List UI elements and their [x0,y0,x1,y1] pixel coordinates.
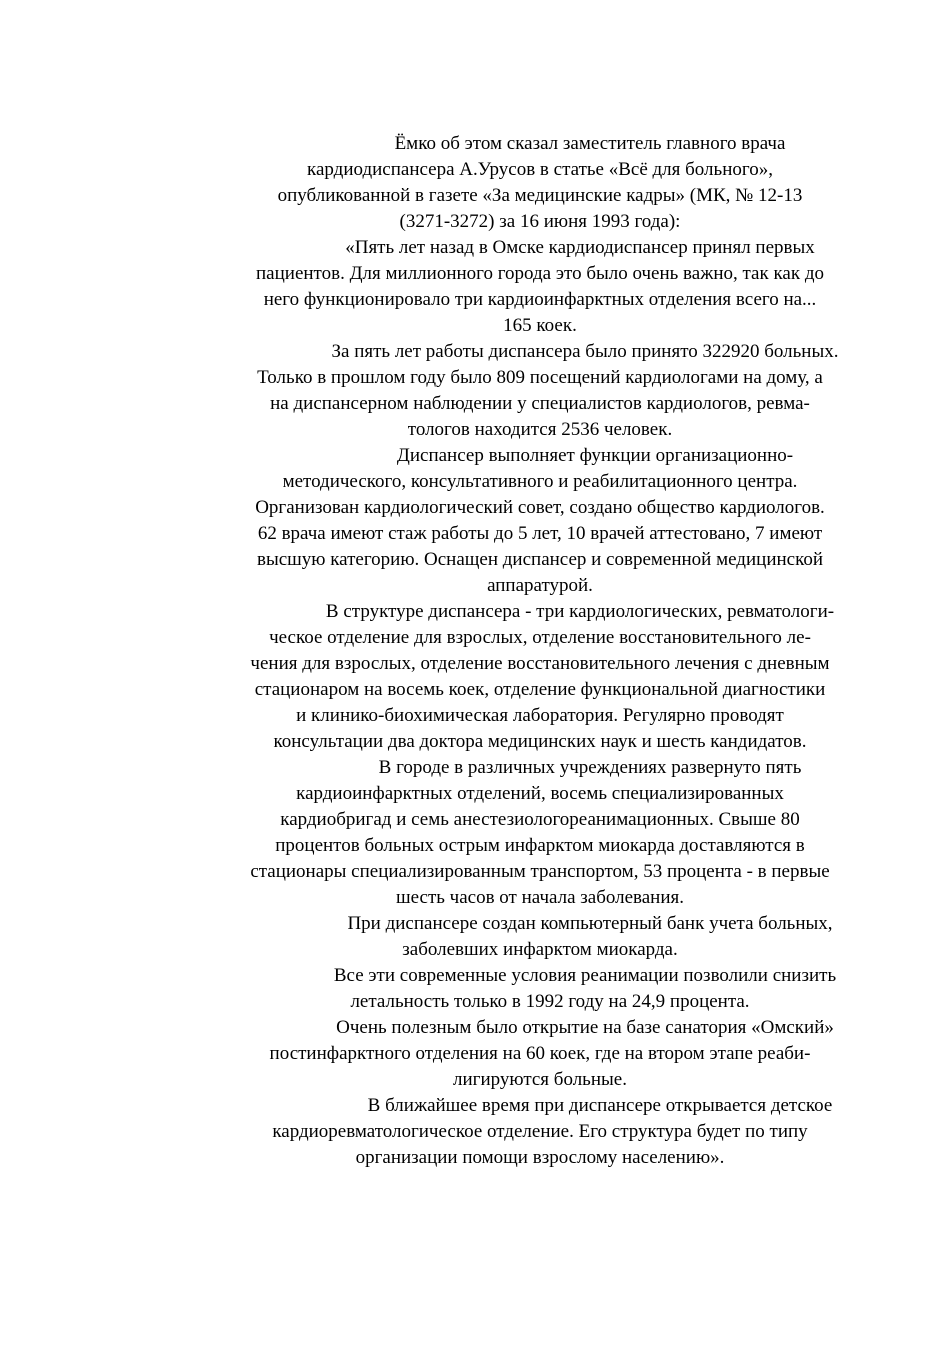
text-line: Очень полезным было открытие на базе санатория «Омский» [336,1017,834,1038]
text-line: ческое отделение для взрослых, отделение восстановительного ле- [269,627,811,648]
text-line: высшую категорию. Оснащен диспансер и современной медицинской [256,549,824,570]
text-line: стационары специализированным транспортом, 53 процента - в первые [250,861,830,882]
text-line: Организован кардиологический совет, создано общество кардиологов. [255,497,825,518]
text-line: опубликованной в газете «За медицинские кадры» (МК, № 12-13 [277,185,803,206]
text-line: кардиодиспансера А.Урусов в статье «Всё для больного», [307,159,773,180]
text-line: В ближайшее время при диспансере открывается детское [367,1095,833,1116]
text-line: В городе в различных учреждениях развернуто пять [378,757,802,778]
text-line: 165 коек. [503,315,577,336]
text-line: на диспансерном наблюдении у специалистов кардиологов, ревма- [270,393,810,414]
text-line: Ёмко об этом сказал заместитель главного врача [394,133,786,154]
text-line: заболевших инфарктом миокарда. [402,939,678,960]
text-line: постинфарктного отделения на 60 коек, где на втором этапе реаби- [269,1043,811,1064]
text-line: 62 врача имеют стаж работы до 5 лет, 10 врачей аттестовано, 7 имеют [257,523,823,544]
text-line: кардиоревматологическое отделение. Его структура будет по типу [272,1121,808,1142]
text-line: консультации два доктора медицинских наук и шесть кандидатов. [273,731,807,752]
text-line: Все эти современные условия реанимации позволили снизить [333,965,837,986]
text-line: шесть часов от начала заболевания. [395,887,685,908]
text-line: (3271-3272) за 16 июня 1993 года): [399,211,681,232]
text-line: Только в прошлом году было 809 посещений кардиологами на дому, а [257,367,823,388]
text-line: тологов находится 2536 человек. [407,419,673,440]
text-line: кардиоинфарктных отделений, восемь специализированных [296,783,784,804]
text-line: и клинико-биохимическая лаборатория. Регулярно проводят [296,705,784,726]
text-line: летальность только в 1992 году на 24,9 процента. [350,991,750,1012]
text-line: лигируются больные. [453,1069,627,1090]
text-line: него функционировало три кардиоинфарктных отделения всего на... [263,289,817,310]
text-line: аппаратурой. [487,575,593,596]
text-line: В структуре диспансера - три кардиологических, ревматологи- [325,601,835,622]
text-line: кардиобригад и семь анестезиологореанимационных. Свыше 80 [280,809,800,830]
text-line: пациентов. Для миллионного города это было очень важно, так как до [256,263,824,284]
text-line: чения для взрослых, отделение восстановительного лечения с дневным [250,653,830,674]
text-line: Диспансер выполняет функции организационно- [396,445,794,466]
text-line: «Пять лет назад в Омске кардиодиспансер принял первых [345,237,815,258]
text-line: методического, консультативного и реабилитационного центра. [282,471,798,492]
text-line: При диспансере создан компьютерный банк учета больных, [347,913,833,934]
text-line: процентов больных острым инфарктом миокарда доставляются в [275,835,805,856]
text-line: За пять лет работы диспансера было принято 322920 больных. [331,341,839,362]
text-line: организации помощи взрослому населению». [355,1147,725,1168]
text-line: стационаром на восемь коек, отделение функциональной диагностики [254,679,826,700]
document-page [190,131,890,1171]
